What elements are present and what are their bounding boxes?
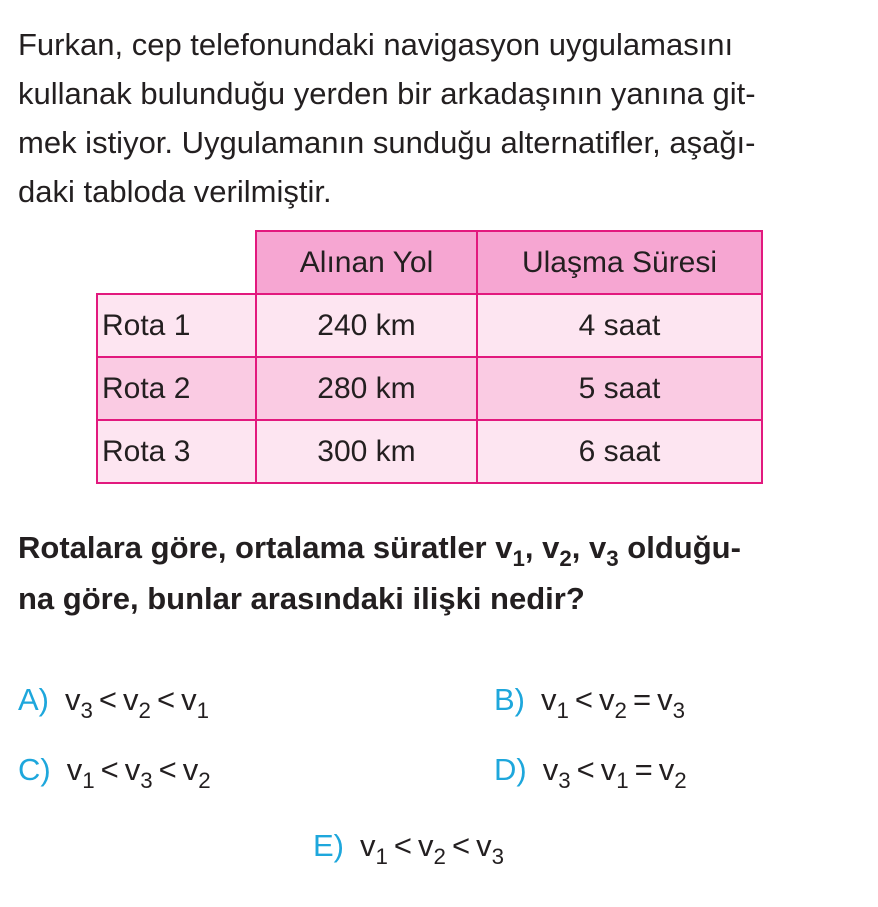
question-line-2: na göre, bunlar arasındaki ilişki nedir? (18, 581, 585, 616)
question-part: olduğu- (618, 530, 741, 565)
table-header-row (97, 231, 762, 294)
subscript: 2 (674, 767, 687, 793)
route-name: Rota 1 (97, 294, 256, 357)
route-name: Rota 2 (97, 357, 256, 420)
question-part: , v (524, 530, 560, 565)
option-c[interactable] (18, 750, 211, 793)
subscript: 3 (80, 697, 93, 723)
subscript: 1 (375, 843, 388, 869)
question-text (18, 522, 868, 624)
route-name: Rota 3 (97, 420, 256, 483)
subscript: 3 (491, 843, 504, 869)
route-distance: 240 km (256, 294, 477, 357)
header-time: Ulaşma Süresi (477, 231, 762, 294)
relation-sign: < (451, 828, 471, 863)
relation-sign: = (632, 682, 652, 717)
relation-sign: < (156, 682, 176, 717)
subscript: 1 (512, 545, 525, 571)
option-letter: D) (494, 752, 527, 787)
option-letter: A) (18, 682, 49, 717)
subscript: 1 (556, 697, 569, 723)
option-d[interactable] (494, 750, 687, 793)
variable: v (66, 752, 83, 787)
route-time: 6 saat (477, 420, 762, 483)
subscript: 3 (140, 767, 153, 793)
table-row (97, 294, 762, 357)
route-time: 4 saat (477, 294, 762, 357)
routes-table (96, 230, 763, 484)
route-distance: 300 km (256, 420, 477, 483)
question-part: , v (571, 530, 607, 565)
subscript: 2 (559, 545, 572, 571)
variable: v (124, 752, 141, 787)
variable: v (657, 682, 673, 717)
option-a[interactable] (18, 680, 209, 723)
intro-paragraph (18, 20, 868, 216)
variable: v (182, 752, 199, 787)
option-letter: B) (494, 682, 525, 717)
relation-sign: < (158, 752, 177, 787)
question-line-1 (18, 522, 868, 573)
intro-line: Furkan, cep telefonundaki navigasyon uygulamasını (18, 27, 734, 62)
variable: v (360, 828, 376, 863)
intro-line: kullanak bulunduğu yerden bir arkadaşının yanına git- (18, 76, 756, 111)
subscript: 3 (558, 767, 571, 793)
intro-line: daki tabloda verilmiştir. (18, 174, 332, 209)
relation-sign: < (574, 682, 594, 717)
relation-sign: < (393, 828, 413, 863)
variable: v (181, 682, 197, 717)
variable: v (65, 682, 81, 717)
header-distance: Alınan Yol (256, 231, 477, 294)
relation-sign: < (98, 682, 118, 717)
variable: v (599, 682, 615, 717)
variable: v (418, 828, 434, 863)
subscript: 2 (138, 697, 151, 723)
subscript: 1 (82, 767, 95, 793)
subscript: 1 (616, 767, 629, 793)
intro-line: mek istiyor. Uygulamanın sunduğu alternatifler, aşağı- (18, 125, 756, 160)
table-row (97, 357, 762, 420)
variable: v (542, 752, 559, 787)
option-letter: C) (18, 752, 51, 787)
route-distance: 280 km (256, 357, 477, 420)
question-part: Rotalara göre, ortalama süratler v (18, 530, 513, 565)
option-e[interactable] (313, 826, 504, 869)
route-time: 5 saat (477, 357, 762, 420)
variable: v (600, 752, 617, 787)
variable: v (476, 828, 492, 863)
subscript: 3 (606, 545, 619, 571)
table-corner-cell (97, 231, 256, 294)
subscript: 2 (614, 697, 627, 723)
option-letter: E) (313, 828, 344, 863)
relation-sign: = (634, 752, 653, 787)
relation-sign: < (100, 752, 119, 787)
option-b[interactable] (494, 680, 685, 723)
subscript: 3 (672, 697, 685, 723)
subscript: 1 (196, 697, 209, 723)
variable: v (123, 682, 139, 717)
subscript: 2 (198, 767, 211, 793)
variable: v (658, 752, 675, 787)
relation-sign: < (576, 752, 595, 787)
table-row (97, 420, 762, 483)
variable: v (541, 682, 557, 717)
subscript: 2 (433, 843, 446, 869)
